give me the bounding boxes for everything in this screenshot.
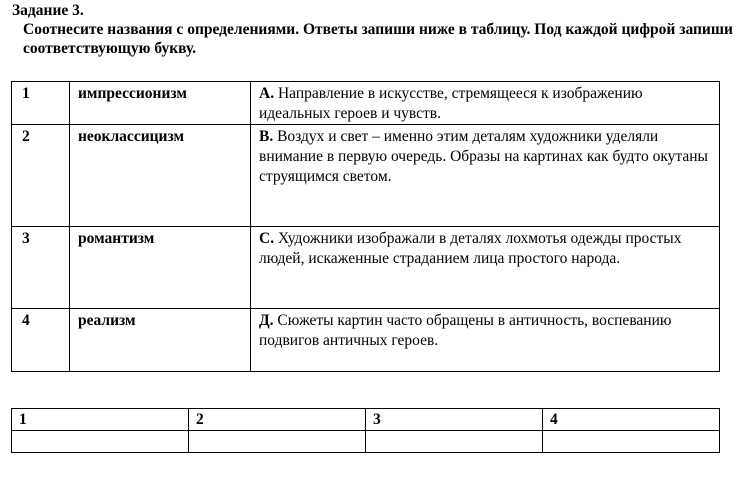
answer-cell-4[interactable] (543, 431, 720, 453)
row-number: 1 (12, 82, 70, 125)
row-number: 3 (12, 227, 70, 309)
definition-letter: Д. (259, 312, 274, 329)
answer-cell-3[interactable] (366, 431, 543, 453)
table-row (12, 82, 720, 125)
table-row (12, 125, 720, 227)
table-row (12, 227, 720, 309)
definition-letter: С. (259, 230, 275, 247)
definition-letter: В. (259, 128, 274, 145)
answer-input-row (12, 431, 720, 453)
answer-header-cell: 1 (12, 409, 189, 431)
definition-cell (251, 82, 720, 125)
definition-text: Направление в искусстве, стремящееся к изображению идеальных героев и чувств. (259, 85, 643, 122)
definition-cell (251, 309, 720, 372)
answer-table (11, 408, 720, 453)
definition-text: Художники изображали в деталях лохмотья одежды простых людей, искаженные страданием лица простого народа. (259, 230, 682, 267)
answer-cell-2[interactable] (189, 431, 366, 453)
task-header (12, 0, 740, 58)
table-row (12, 309, 720, 372)
row-number: 4 (12, 309, 70, 372)
answer-cell-1[interactable] (12, 431, 189, 453)
term-cell: реализм (70, 309, 251, 372)
term-cell: романтизм (70, 227, 251, 309)
definition-cell (251, 125, 720, 227)
term-cell: неоклассицизм (70, 125, 251, 227)
task-instructions: Соотнесите названия с определениями. Ответы запиши ниже в таблицу. Под каждой цифрой запиши соответствующую букву. (23, 21, 733, 57)
definition-cell (251, 227, 720, 309)
matching-table (11, 81, 720, 372)
definition-text: Сюжеты картин часто обращены в античность, воспеванию подвигов античных героев. (259, 312, 672, 349)
answer-header-cell: 3 (366, 409, 543, 431)
definition-text: Воздух и свет – именно этим деталям художники уделяли внимание в первую очередь. Образы на картинах как будто окутаны струящимся светом. (259, 128, 708, 185)
row-number: 2 (12, 125, 70, 227)
task-title: Задание 3. (12, 2, 84, 19)
answer-header-cell: 2 (189, 409, 366, 431)
answer-header-cell: 4 (543, 409, 720, 431)
term-cell: импрессионизм (70, 82, 251, 125)
answer-header-row (12, 409, 720, 431)
definition-letter: А. (259, 85, 275, 102)
